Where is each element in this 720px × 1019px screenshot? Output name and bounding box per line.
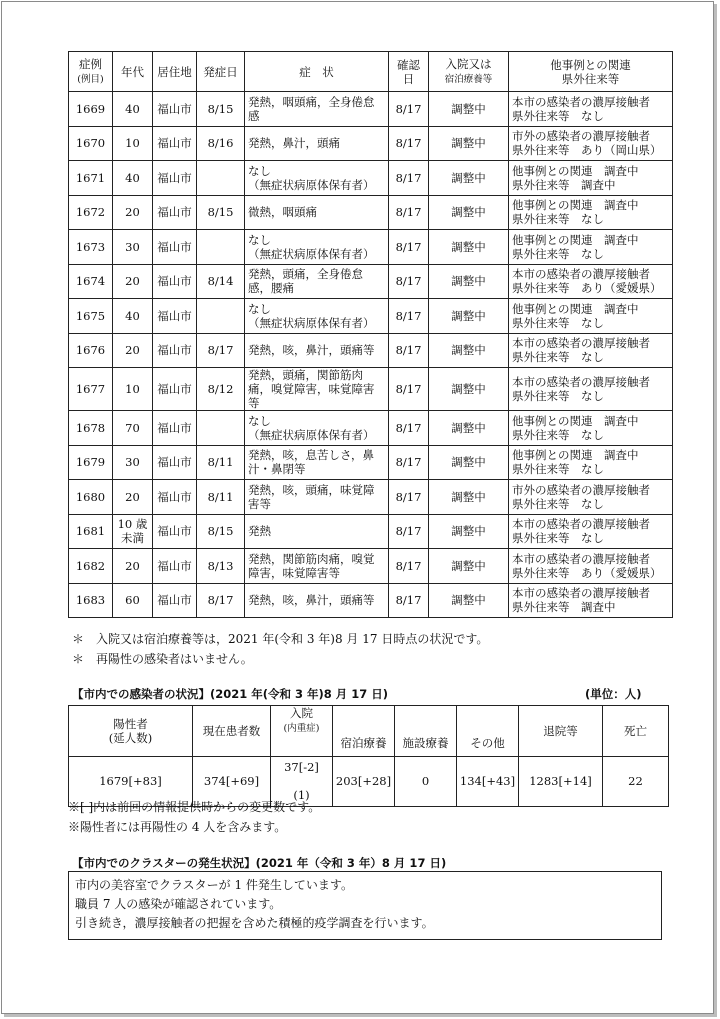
- confirmed-cell: 8/17: [389, 264, 429, 299]
- table-row: [69, 126, 673, 161]
- onset-cell: 8/14: [197, 264, 245, 299]
- relation-cell: [509, 264, 673, 299]
- relation-cell: [509, 161, 673, 196]
- onset-cell: 8/15: [197, 92, 245, 127]
- relation-line-1: 本市の感染者の濃厚接触者: [512, 586, 650, 601]
- case-no-cell: 1675: [69, 299, 113, 334]
- relation-line-2: 県外往来等 なし: [512, 246, 604, 261]
- table-row: [69, 445, 673, 480]
- case-no-cell: 1677: [69, 368, 113, 411]
- relation-line-1: 他事例との関連 調査中: [512, 301, 639, 316]
- v-discharged: 1283[+14]: [519, 756, 603, 806]
- case-no-cell: 1672: [69, 195, 113, 230]
- confirmed-cell: 8/17: [389, 161, 429, 196]
- relation-line-2: 県外往来等 なし: [512, 108, 604, 123]
- relation-cell: [509, 549, 673, 584]
- hospital-status-cell: 調整中: [429, 445, 509, 480]
- onset-cell: 8/11: [197, 480, 245, 515]
- h-positive: 陽性者 (延人数): [69, 706, 193, 757]
- col-confirmed: 確認日: [389, 52, 429, 92]
- onset-cell: [197, 161, 245, 196]
- confirmed-cell: 8/17: [389, 583, 429, 618]
- v-death: 22: [603, 756, 669, 806]
- cluster-line-3: 引き続き，濃厚接触者の把握を含めた積極的疫学調査を行います。: [75, 916, 434, 930]
- case-table-body: [69, 92, 673, 618]
- cluster-heading: 【市内でのクラスターの発生状況】(2021 年（令和 3 年）8 月 17 日): [72, 856, 447, 870]
- symptoms-cell: 微熱，咽頭痛: [245, 195, 389, 230]
- confirmed-cell: 8/17: [389, 480, 429, 515]
- relation-line-1: 市外の感染者の濃厚接触者: [512, 482, 650, 497]
- relation-line-2: 県外往来等 なし: [512, 427, 604, 442]
- case-no-cell: 1682: [69, 549, 113, 584]
- case-no-cell: 1671: [69, 161, 113, 196]
- hospital-status-cell: 調整中: [429, 480, 509, 515]
- confirmed-cell: 8/17: [389, 333, 429, 368]
- residence-cell: 福山市: [153, 161, 197, 196]
- hospital-status-cell: 調整中: [429, 514, 509, 549]
- case-table: [68, 51, 673, 618]
- residence-cell: 福山市: [153, 264, 197, 299]
- relation-cell: [509, 195, 673, 230]
- confirmed-cell: 8/17: [389, 299, 429, 334]
- cluster-box: [68, 871, 662, 940]
- onset-cell: 8/13: [197, 549, 245, 584]
- confirmed-cell: 8/17: [389, 368, 429, 411]
- relation-cell: [509, 445, 673, 480]
- residence-cell: 福山市: [153, 333, 197, 368]
- relation-cell: [509, 514, 673, 549]
- relation-cell: [509, 411, 673, 446]
- case-no-cell: 1683: [69, 583, 113, 618]
- residence-cell: 福山市: [153, 549, 197, 584]
- relation-line-2: 県外往来等 あり（愛媛県）: [512, 565, 662, 580]
- age-cell: 30: [113, 230, 153, 265]
- onset-cell: 8/17: [197, 333, 245, 368]
- hospital-status-cell: 調整中: [429, 368, 509, 411]
- confirmed-cell: 8/17: [389, 92, 429, 127]
- v-other: 134[+43]: [457, 756, 519, 806]
- residence-cell: 福山市: [153, 230, 197, 265]
- v-hotel: 203[+28]: [333, 756, 395, 806]
- col-symptoms: 症 状: [245, 52, 389, 92]
- h-current: 現在患者数: [193, 706, 271, 757]
- onset-cell: 8/17: [197, 583, 245, 618]
- age-cell: 40: [113, 92, 153, 127]
- confirmed-cell: 8/17: [389, 445, 429, 480]
- relation-line-2: 県外往来等 調査中: [512, 177, 616, 192]
- age-cell: 10: [113, 368, 153, 411]
- hospital-status-cell: 調整中: [429, 161, 509, 196]
- relation-line-2: 県外往来等 なし: [512, 531, 604, 546]
- symptoms-cell: 発熱，関節筋肉痛，嗅覚障害，味覚障害等: [245, 549, 389, 584]
- col-age: 年代: [113, 52, 153, 92]
- relation-cell: [509, 480, 673, 515]
- table-row: [69, 264, 673, 299]
- h-discharged: 退院等: [519, 706, 603, 757]
- age-cell: 10 歳 未満: [113, 514, 153, 549]
- relation-line-2: 県外往来等 あり（愛媛県）: [512, 281, 662, 296]
- age-cell: 40: [113, 299, 153, 334]
- residence-cell: 福山市: [153, 299, 197, 334]
- hospital-status-cell: 調整中: [429, 549, 509, 584]
- residence-cell: 福山市: [153, 411, 197, 446]
- symptoms-cell: 発熱，咳，息苦しさ，鼻汁・鼻閉等: [245, 445, 389, 480]
- v-current: 374[+69]: [193, 756, 271, 806]
- symptoms-cell: 発熱，咳，鼻汁，頭痛等: [245, 333, 389, 368]
- relation-line-1: 他事例との関連 調査中: [512, 413, 639, 428]
- symptoms-cell: なし （無症状病原体保有者）: [245, 230, 389, 265]
- table-row: [69, 549, 673, 584]
- hospital-status-cell: 調整中: [429, 92, 509, 127]
- v-positive: 1679[+83]: [69, 756, 193, 806]
- hospital-status-cell: 調整中: [429, 126, 509, 161]
- relation-line-1: 他事例との関連 調査中: [512, 448, 639, 463]
- confirmed-cell: 8/17: [389, 230, 429, 265]
- h-hospital: 入院 (内重症): [271, 706, 333, 737]
- hospital-status-cell: 調整中: [429, 583, 509, 618]
- h-facility: 施設療養: [395, 706, 457, 757]
- h-other: その他: [457, 706, 519, 757]
- table-row: [69, 368, 673, 411]
- relation-line-1: 本市の感染者の濃厚接触者: [512, 375, 650, 389]
- age-cell: 30: [113, 445, 153, 480]
- status-footnote-repositive: ※陽性者には再陽性の 4 人を含みます。: [68, 820, 287, 834]
- table-row: [69, 411, 673, 446]
- relation-line-2: 県外往来等 調査中: [512, 600, 616, 615]
- age-cell: 60: [113, 583, 153, 618]
- v-hospital: 37[-2] (1): [271, 756, 333, 806]
- table-row: [69, 583, 673, 618]
- onset-cell: 8/12: [197, 368, 245, 411]
- relation-line-1: 本市の感染者の濃厚接触者: [512, 551, 650, 566]
- case-no-cell: 1679: [69, 445, 113, 480]
- case-no-cell: 1669: [69, 92, 113, 127]
- col-onset: 発症日: [197, 52, 245, 92]
- relation-line-2: 県外往来等 なし: [512, 462, 604, 477]
- case-no-cell: 1681: [69, 514, 113, 549]
- age-cell: 10: [113, 126, 153, 161]
- symptoms-cell: 発熱: [245, 514, 389, 549]
- relation-cell: [509, 126, 673, 161]
- confirmed-cell: 8/17: [389, 549, 429, 584]
- hospital-status-cell: 調整中: [429, 333, 509, 368]
- relation-cell: [509, 92, 673, 127]
- table-row: [69, 299, 673, 334]
- symptoms-cell: なし （無症状病原体保有者）: [245, 161, 389, 196]
- hospital-status-cell: 調整中: [429, 264, 509, 299]
- h-death: 死亡: [603, 706, 669, 757]
- table-row: [69, 195, 673, 230]
- relation-line-1: 市外の感染者の濃厚接触者: [512, 129, 650, 144]
- case-no-cell: 1674: [69, 264, 113, 299]
- status-heading: 【市内での感染者の状況】(2021 年(令和 3 年)8 月 17 日): [72, 687, 389, 701]
- relation-line-1: 他事例との関連 調査中: [512, 163, 639, 178]
- table-row: [69, 514, 673, 549]
- case-no-cell: 1673: [69, 230, 113, 265]
- status-footnote-diff: ※[ ]内は前回の情報提供時からの変更数です。: [68, 800, 321, 814]
- hospital-status-cell: 調整中: [429, 230, 509, 265]
- hospital-status-cell: 調整中: [429, 411, 509, 446]
- case-no-cell: 1678: [69, 411, 113, 446]
- cluster-line-2: 職員 7 人の感染が確認されています。: [75, 897, 282, 911]
- cluster-line-1: 市内の美容室でクラスターが 1 件発生しています。: [75, 878, 353, 892]
- onset-cell: [197, 299, 245, 334]
- symptoms-cell: 発熱，頭痛，関節筋肉痛，嗅覚障害，味覚障害等: [245, 368, 389, 411]
- relation-line-2: 県外往来等 なし: [512, 315, 604, 330]
- onset-cell: 8/16: [197, 126, 245, 161]
- symptoms-cell: 発熱，咳，頭痛，味覚障害等: [245, 480, 389, 515]
- age-cell: 20: [113, 195, 153, 230]
- table-row: [69, 161, 673, 196]
- age-cell: 20: [113, 549, 153, 584]
- age-cell: 20: [113, 480, 153, 515]
- case-no-cell: 1680: [69, 480, 113, 515]
- relation-line-1: 他事例との関連 調査中: [512, 232, 639, 247]
- status-header-row: [69, 706, 669, 737]
- relation-line-2: 県外往来等 なし: [512, 350, 604, 365]
- relation-cell: [509, 368, 673, 411]
- table-row: [69, 230, 673, 265]
- note-repositive: ＊ 再陽性の感染者はいません。: [72, 652, 253, 666]
- residence-cell: 福山市: [153, 368, 197, 411]
- relation-cell: [509, 299, 673, 334]
- symptoms-cell: 発熱，鼻汁，頭痛: [245, 126, 389, 161]
- onset-cell: [197, 411, 245, 446]
- table-row: [69, 92, 673, 127]
- case-no-cell: 1670: [69, 126, 113, 161]
- age-cell: 20: [113, 264, 153, 299]
- relation-cell: [509, 333, 673, 368]
- age-cell: 40: [113, 161, 153, 196]
- table-row: [69, 333, 673, 368]
- residence-cell: 福山市: [153, 480, 197, 515]
- residence-cell: 福山市: [153, 514, 197, 549]
- onset-cell: 8/15: [197, 514, 245, 549]
- relation-cell: [509, 583, 673, 618]
- symptoms-cell: 発熱，頭痛，全身倦怠感，腰痛: [245, 264, 389, 299]
- relation-line-1: 本市の感染者の濃厚接触者: [512, 267, 650, 282]
- status-table: [68, 705, 669, 807]
- note-hospital-status: ＊ 入院又は宿泊療養等は，2021 年(令和 3 年)8 月 17 日時点の状況です。: [72, 632, 489, 646]
- confirmed-cell: 8/17: [389, 411, 429, 446]
- relation-line-1: 他事例との関連 調査中: [512, 198, 639, 213]
- h-hotel: 宿泊療養: [333, 706, 395, 757]
- relation-line-1: 本市の感染者の濃厚接触者: [512, 517, 650, 532]
- status-unit: (単位：人): [585, 687, 642, 701]
- symptoms-cell: 発熱，咳，鼻汁，頭痛等: [245, 583, 389, 618]
- residence-cell: 福山市: [153, 92, 197, 127]
- onset-cell: 8/11: [197, 445, 245, 480]
- relation-cell: [509, 230, 673, 265]
- col-hospital: 入院又は 宿泊療養等: [429, 52, 509, 92]
- hospital-status-cell: 調整中: [429, 299, 509, 334]
- confirmed-cell: 8/17: [389, 195, 429, 230]
- table-row: [69, 480, 673, 515]
- residence-cell: 福山市: [153, 195, 197, 230]
- residence-cell: 福山市: [153, 445, 197, 480]
- v-facility: 0: [395, 756, 457, 806]
- confirmed-cell: 8/17: [389, 514, 429, 549]
- age-cell: 70: [113, 411, 153, 446]
- case-no-cell: 1676: [69, 333, 113, 368]
- onset-cell: [197, 230, 245, 265]
- case-table-header: [69, 52, 673, 92]
- relation-line-2: 県外往来等 なし: [512, 496, 604, 511]
- relation-line-2: 県外往来等 なし: [512, 212, 604, 227]
- col-relation: 他事例との関連 県外往来等: [509, 52, 673, 92]
- col-residence: 居住地: [153, 52, 197, 92]
- relation-line-2: 県外往来等 あり（岡山県）: [512, 143, 662, 158]
- onset-cell: 8/15: [197, 195, 245, 230]
- residence-cell: 福山市: [153, 126, 197, 161]
- symptoms-cell: なし （無症状病原体保有者）: [245, 411, 389, 446]
- hospital-status-cell: 調整中: [429, 195, 509, 230]
- relation-line-1: 本市の感染者の濃厚接触者: [512, 94, 650, 109]
- residence-cell: 福山市: [153, 583, 197, 618]
- confirmed-cell: 8/17: [389, 126, 429, 161]
- relation-line-1: 本市の感染者の濃厚接触者: [512, 336, 650, 351]
- symptoms-cell: 発熱，咽頭痛，全身倦怠感: [245, 92, 389, 127]
- age-cell: 20: [113, 333, 153, 368]
- relation-line-2: 県外往来等 なし: [512, 389, 604, 403]
- symptoms-cell: なし （無症状病原体保有者）: [245, 299, 389, 334]
- col-case-no: 症例 (例目): [69, 52, 113, 92]
